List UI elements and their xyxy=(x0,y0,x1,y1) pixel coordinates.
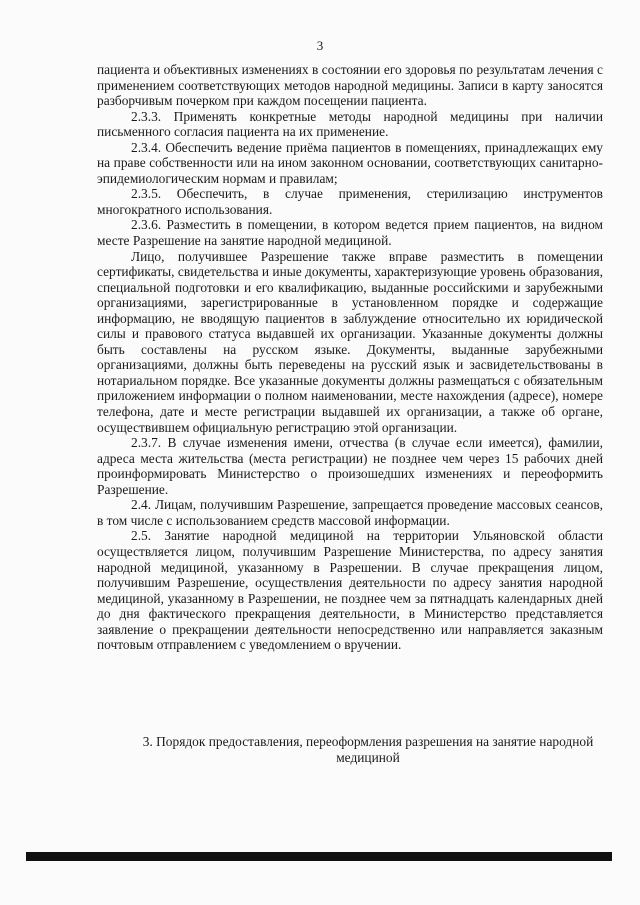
paragraph-2-5: 2.5. Занятие народной медициной на территории Ульяновской области осуществляется лицом, получившим Разрешение Министерства, по адресу занятия народной медициной, указанному в Разрешении. В случае прекращения лицом, получившим Разрешение, осуществления деятельности по адресу занятия народной медициной, указанному в Разрешении, не позднее чем за пятнадцать календарных дней до дня фактического прекращения деятельности, в Министерство представляется заявление о прекращении деятельности непосредственно или направляется заказным почтовым отправлением с уведомлением о вручении. xyxy=(97,528,603,653)
paragraph-2-3-6: 2.3.6. Разместить в помещении, в котором ведется прием пациентов, на видном месте Разрешение на занятие народной медициной. xyxy=(97,217,603,249)
paragraph-certificates: Лицо, получившее Разрешение также вправе разместить в помещении сертификаты, свидетельства и иные документы, характеризующие уровень образования, специальной подготовки и его квалификацию, выданные российскими и зарубежными организациями, зарегистрированные в установленном порядке и содержащие информацию, не вводящую пациентов в заблуждение относительно их юридической силы и правового статуса выдавшей их организации. Указанные документы должны быть составлены на русском языке. Документы, выданные зарубежными организациями, должны быть переведены на русский язык и засвидетельствованы в нотариальном порядке. Все указанные документы должны размещаться с обязательным приложением информации о полном наименовании, месте нахождения (адресе), номере телефона, дате и месте регистрации выдавшей их организации, а также об органе, осуществившем официальную регистрацию этой организации. xyxy=(97,248,603,435)
page-number: 3 xyxy=(316,38,324,53)
section-heading: 3. Порядок предоставления, переоформления разрешения на занятие народной медициной xyxy=(142,734,594,765)
paragraph-2-3-7: 2.3.7. В случае изменения имени, отчества (в случае если имеется), фамилии, адреса места жительства (места регистрации) не позднее чем через 15 рабочих дней проинформировать Министерство о произошедших изменениях и переоформить Разрешение. xyxy=(97,435,603,497)
paragraph-2-3-5: 2.3.5. Обеспечить, в случае применения, стерилизацию инструментов многократного использования. xyxy=(97,186,603,217)
paragraph-continuation: пациента и объективных изменениях в состоянии его здоровья по результатам лечения с применением соответствующих методов народной медицины. Записи в карту заносятся разборчивым почерком при каждом посещении пациента. xyxy=(97,62,603,109)
paragraph-2-4: 2.4. Лицам, получившим Разрешение, запрещается проведение массовых сеансов, в том числе с использованием средств массовой информации. xyxy=(97,497,603,528)
scan-bottom-bar xyxy=(26,852,612,861)
paragraph-2-3-4: 2.3.4. Обеспечить ведение приёма пациентов в помещениях, принадлежащих ему на праве собственности или на ином законном основании, соответствующих санитарно-эпидемиологическим нормам и правилам; xyxy=(97,139,603,186)
document-body xyxy=(97,62,603,653)
paragraph-2-3-3: 2.3.3. Применять конкретные методы народной медицины при наличии письменного согласия пациента на их применение. xyxy=(97,108,603,140)
